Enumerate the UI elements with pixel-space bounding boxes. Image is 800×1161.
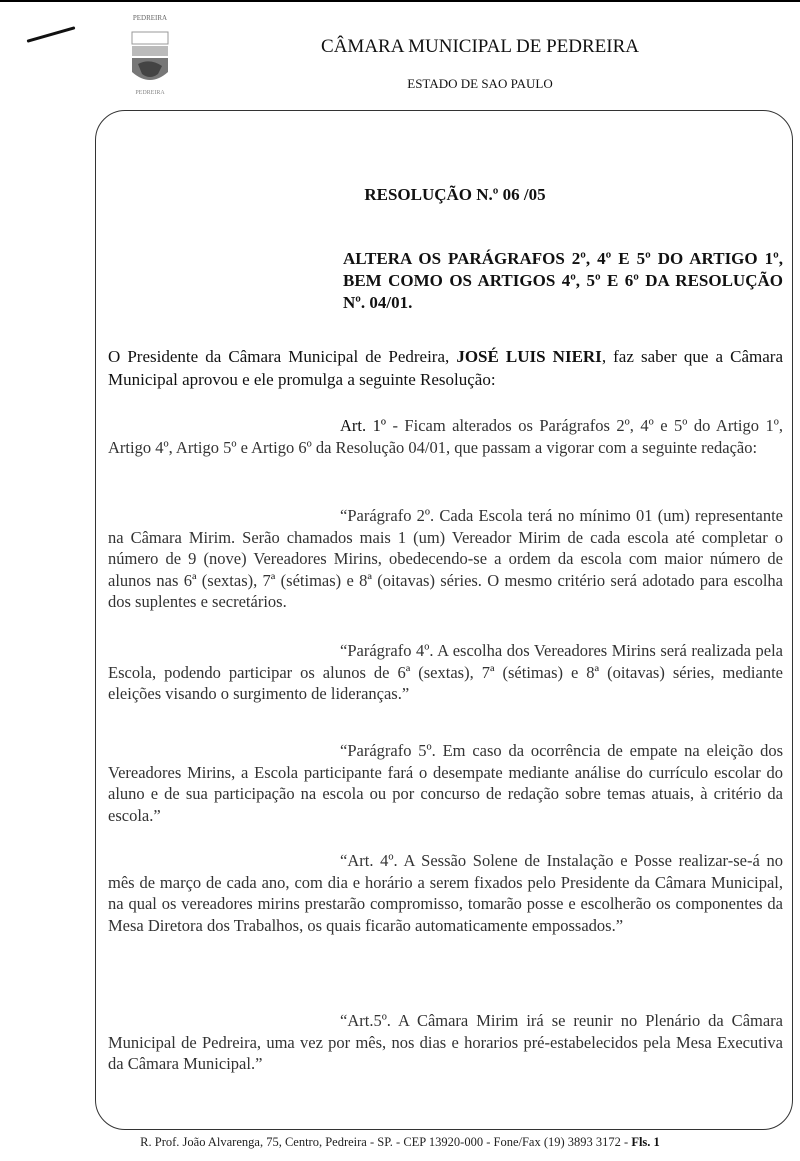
article-1: [108, 415, 783, 458]
preamble-before: O Presidente da Câmara Municipal de Pedreira,: [108, 347, 457, 366]
footer: [0, 1135, 800, 1150]
article-1-text: - Ficam alterados os Parágrafos 2º, 4º e 5º do Artigo 1º, Artigo 4º, Artigo 5º e Artigo 6º da Resolução 04/01, que passam a vigorar com a seguinte redação:: [108, 416, 783, 457]
crest-text-top: PEDREIRA: [132, 14, 168, 22]
president-name: JOSÉ LUIS NIERI: [456, 347, 602, 366]
crest-text-bottom: PEDREIRA: [135, 90, 165, 96]
article-1-label: Art. 1º: [340, 416, 386, 435]
state-name: ESTADO DE SAO PAULO: [407, 76, 553, 91]
resolution-title: RESOLUÇÃO N.º 06 /05: [364, 185, 546, 204]
resolution-summary: ALTERA OS PARÁGRAFOS 2º, 4º E 5º DO ARTIGO 1º, BEM COMO OS ARTIGOS 4º, 5º E 6º DA RESOLUÇÃO Nº. 04/01.: [343, 249, 783, 312]
preamble-after: , faz saber que a Câmara Municipal aprovou e ele promulga a seguinte Resolução:: [108, 347, 784, 389]
institution-name: CÂMARA MUNICIPAL DE PEDREIRA: [321, 36, 639, 57]
pen-mark: [27, 26, 76, 43]
article-5: “Art.5º. A Câmara Mirim irá se reunir no Plenário da Câmara Municipal de Pedreira, uma vez por mês, nos dias e horarios pré-estabelecidos pela Mesa Executiva da Câmara Municipal.”: [108, 1011, 783, 1073]
scan-edge-line: [0, 0, 800, 2]
municipal-crest-logo: [118, 14, 182, 106]
preamble: [108, 345, 783, 391]
paragraph-5: “Parágrafo 5º. Em caso da ocorrência de empate na eleição dos Vereadores Mirins, a Escola participante fará o desempate mediante análise do currículo escolar do aluno e de sua participação na escola ou por concurso de redação sobre temas atuais, à critério da escola.”: [108, 741, 783, 825]
page-number: Fls. 1: [631, 1135, 660, 1149]
footer-address: R. Prof. João Alvarenga, 75, Centro, Pedreira - SP. - CEP 13920-000 - Fone/Fax (19) 3893 3172 -: [140, 1135, 632, 1149]
article-4: “Art. 4º. A Sessão Solene de Instalação e Posse realizar-se-á no mês de março de cada ano, com dia e horário a serem fixados pelo Presidente da Câmara Municipal, na qual os vereadores mirins prestarão compromisso, tomarão posse e escolherão os componentes da Mesa Diretora dos Trabalhos, os quais ficarão automaticamente empossados.”: [108, 851, 783, 935]
paragraph-2: “Parágrafo 2º. Cada Escola terá no mínimo 01 (um) representante na Câmara Mirim. Serão chamados mais 1 (um) Vereador Mirim de cada escola até completar o número de 9 (nove) Vereadores Mirins, obedecendo-se a ordem da escola com maior número de alunos nas 6ª (sextas), 7ª (sétimas) e 8ª (oitavas) séries. O mesmo critério será adotado para escolha dos suplentes e secretários.: [108, 506, 783, 611]
paragraph-4: “Parágrafo 4º. A escolha dos Vereadores Mirins será realizada pela Escola, podendo participar os alunos de 6ª (sextas), 7ª (sétimas) e 8ª (oitavas) séries, mediante eleições visando o surgimento de lideranças.”: [108, 641, 783, 703]
